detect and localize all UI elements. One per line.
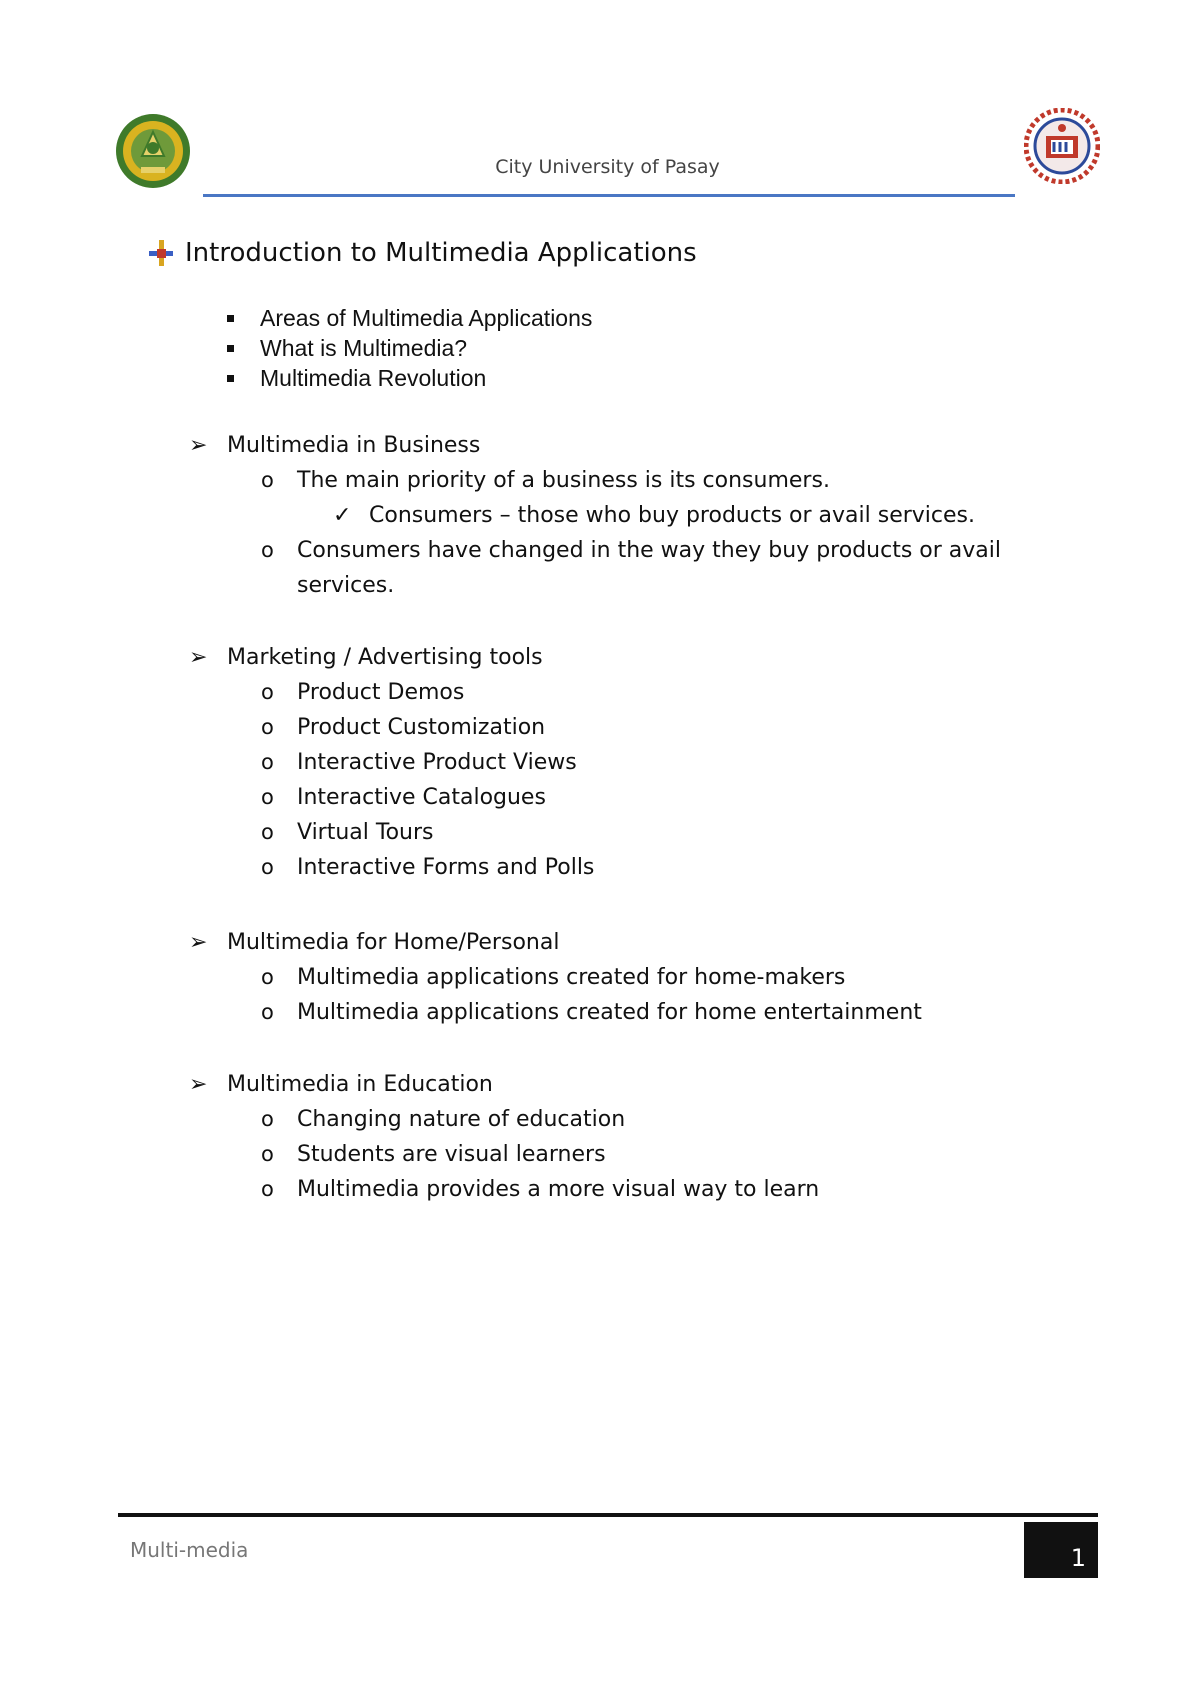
circle-bullet-icon: o [261, 855, 274, 879]
circle-bullet-icon: o [261, 1177, 274, 1201]
header-divider [203, 194, 1015, 197]
university-seal-icon [112, 112, 194, 190]
circle-bullet-icon: o [261, 750, 274, 774]
arrow-bullet-icon: ➢ [189, 645, 208, 670]
list-item: o Multimedia applications created for home entertainment [261, 995, 922, 1030]
circle-bullet-icon: o [261, 1107, 274, 1131]
list-item: o Students are visual learners [261, 1137, 819, 1172]
list-item: ✓ Consumers – those who buy products or avail services. [333, 503, 975, 528]
list-item: o Product Customization [261, 710, 594, 745]
section-title: ➢ Multimedia for Home/Personal [189, 930, 560, 955]
topic-list [227, 303, 592, 393]
list-item: o The main priority of a business is its consumers. [261, 463, 1047, 498]
square-bullet-icon [227, 345, 234, 352]
circle-bullet-icon: o [261, 468, 274, 492]
footer-divider [118, 1513, 1098, 1517]
circle-bullet-icon: o [261, 1142, 274, 1166]
section-education [189, 1067, 819, 1207]
list-item: What is Multimedia? [227, 333, 592, 363]
arrow-bullet-icon: ➢ [189, 433, 208, 458]
arrow-bullet-icon: ➢ [189, 1072, 208, 1097]
section-marketing [189, 640, 594, 885]
arrow-bullet-icon: ➢ [189, 930, 208, 955]
list-item: Areas of Multimedia Applications [227, 303, 592, 333]
list-item: o Interactive Product Views [261, 745, 594, 780]
square-bullet-icon [227, 315, 234, 322]
section-title: ➢ Multimedia in Education [189, 1072, 493, 1097]
list-item: o Interactive Forms and Polls [261, 850, 594, 885]
footer-label: Multi-media [130, 1538, 249, 1562]
circle-bullet-icon: o [261, 1000, 274, 1024]
main-heading-text: Introduction to Multimedia Applications [185, 238, 697, 268]
section-title: ➢ Marketing / Advertising tools [189, 645, 543, 670]
list-item: o Interactive Catalogues [261, 780, 594, 815]
circle-bullet-icon: o [261, 820, 274, 844]
section-home [189, 925, 922, 1030]
list-item: o Changing nature of education [261, 1102, 819, 1137]
section-business [189, 428, 1047, 603]
list-item: o Product Demos [261, 675, 594, 710]
list-item: o Multimedia provides a more visual way to learn [261, 1172, 819, 1207]
list-item: o Multimedia applications created for home-makers [261, 960, 922, 995]
square-bullet-icon [227, 375, 234, 382]
circle-bullet-icon: o [261, 538, 274, 562]
list-item: o Consumers have changed in the way they buy products or avail services. [261, 533, 1047, 603]
header-title: City University of Pasay [495, 156, 720, 178]
list-item: Multimedia Revolution [227, 363, 592, 393]
circle-bullet-icon: o [261, 715, 274, 739]
main-heading [149, 238, 697, 268]
section-title: ➢ Multimedia in Business [189, 433, 481, 458]
cross-bullet-icon [149, 240, 173, 266]
circle-bullet-icon: o [261, 965, 274, 989]
circle-bullet-icon: o [261, 680, 274, 704]
checkmark-icon: ✓ [333, 503, 352, 528]
page-number: 1 [1024, 1522, 1098, 1578]
list-item: o Virtual Tours [261, 815, 594, 850]
circle-bullet-icon: o [261, 785, 274, 809]
